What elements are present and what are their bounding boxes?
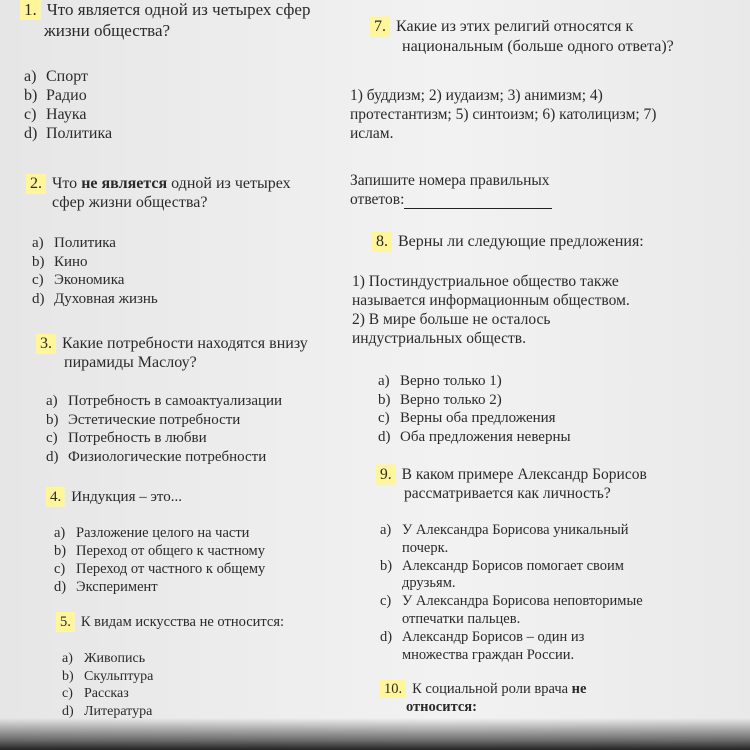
question-number: 5. [56, 612, 75, 632]
option-d[interactable]: d) Литература [62, 703, 153, 719]
question-2: 2. Что не является одной из четырех [26, 174, 291, 194]
option-c[interactable]: c) У Александра Борисова неповторимые отпечатки пальцев. [380, 593, 643, 627]
question-text: Что является одной из четырех сфер [46, 0, 311, 19]
question-8: 8. Верны ли следующие предложения: [372, 232, 644, 252]
emphasis: не [571, 681, 587, 697]
question-number: 8. [372, 232, 392, 252]
question-4: 4. Индукция – это... [46, 487, 182, 507]
option-a[interactable]: a) Спорт [24, 68, 89, 85]
q5-options [62, 650, 153, 720]
question-1 [20, 0, 310, 20]
question-2-line2: сфер жизни общества? [52, 194, 208, 211]
option-b[interactable]: b) Эстетические потребности [46, 411, 241, 428]
emphasis: не является [81, 175, 168, 192]
q3-options [46, 392, 282, 466]
q1-options [24, 67, 112, 143]
option-b[interactable]: b) Кино [32, 253, 88, 270]
option-a[interactable]: a) Разложение целого на части [54, 525, 250, 541]
option-d[interactable]: d) Политика [24, 125, 113, 142]
question-number: 10. [380, 680, 406, 698]
option-b[interactable]: b) Радио [24, 87, 87, 104]
question-7-line2: национальным (больше одного ответа)? [402, 38, 674, 55]
option-a[interactable]: a) Верно только 1) [378, 373, 502, 389]
question-number: 2. [26, 174, 46, 194]
question-3: 3. Какие потребности находятся внизу [36, 334, 308, 354]
option-d[interactable]: d) Оба предложения неверны [378, 428, 571, 445]
q9-options [380, 522, 643, 664]
q4-options [54, 524, 265, 596]
option-b[interactable]: b) Переход от общего к частному [54, 543, 265, 559]
q2-options [32, 234, 158, 308]
question-7: 7. Какие из этих религий относятся к [370, 17, 633, 37]
option-d[interactable]: d) Эксперимент [54, 579, 158, 595]
option-a[interactable]: a) Политика [32, 235, 116, 251]
option-a[interactable]: a) У Александра Борисова уникальный почерк. [380, 522, 629, 556]
question-number: 4. [46, 487, 65, 507]
question-9: 9. В каком примере Александр Борисов [376, 465, 647, 485]
option-b[interactable]: b) Верно только 2) [378, 391, 502, 408]
q8-options [378, 372, 571, 446]
option-c[interactable]: c) Переход от частного к общему [54, 561, 266, 577]
option-d[interactable]: d) Физиологические потребности [46, 448, 267, 465]
question-number: 3. [36, 334, 56, 354]
answer-prompt: Запишите номера правильных ответов: [350, 171, 552, 209]
option-a[interactable]: a) Живопись [62, 651, 146, 666]
option-c[interactable]: c) Наука [24, 106, 87, 123]
option-d[interactable]: d) Духовная жизнь [32, 290, 158, 307]
question-number: 1. [20, 0, 41, 20]
question-number: 7. [370, 17, 390, 37]
option-a[interactable]: a) Потребность в самоактуализации [46, 393, 283, 409]
question-10-line2: относится: [406, 699, 477, 715]
answer-blank[interactable] [404, 192, 552, 209]
question-3-line2: пирамиды Маслоу? [64, 354, 197, 371]
religion-list: 1) буддизм; 2) иудаизм; 3) анимизм; 4) протестантизм; 5) синтоизм; 6) католицизм; 7) ислам. [350, 87, 657, 142]
option-b[interactable]: b) Александр Борисов помогает своим друзьям. [380, 557, 624, 592]
question-10: 10. К социальной роли врача не [380, 680, 586, 698]
option-b[interactable]: b) Скульптура [62, 668, 154, 684]
question-9-line2: рассматривается как личность? [404, 485, 611, 502]
option-c[interactable]: c) Экономика [32, 272, 125, 288]
option-c[interactable]: c) Верны оба предложения [378, 410, 556, 426]
photo-shadow [0, 718, 750, 750]
statements: 1) Постиндустриальное общество также называется информационным обществом. 2) В мире больше не осталось индустриальных обществ. [352, 273, 630, 347]
question-5: 5. К видам искусства не относится: [56, 612, 284, 632]
question-number: 9. [376, 465, 396, 485]
option-c[interactable]: c) Рассказ [62, 686, 129, 701]
option-c[interactable]: c) Потребность в любви [46, 430, 207, 446]
option-d[interactable]: d) Александр Борисов – один из множества граждан России. [380, 628, 585, 663]
question-1-line2: жизни общества? [44, 21, 171, 40]
